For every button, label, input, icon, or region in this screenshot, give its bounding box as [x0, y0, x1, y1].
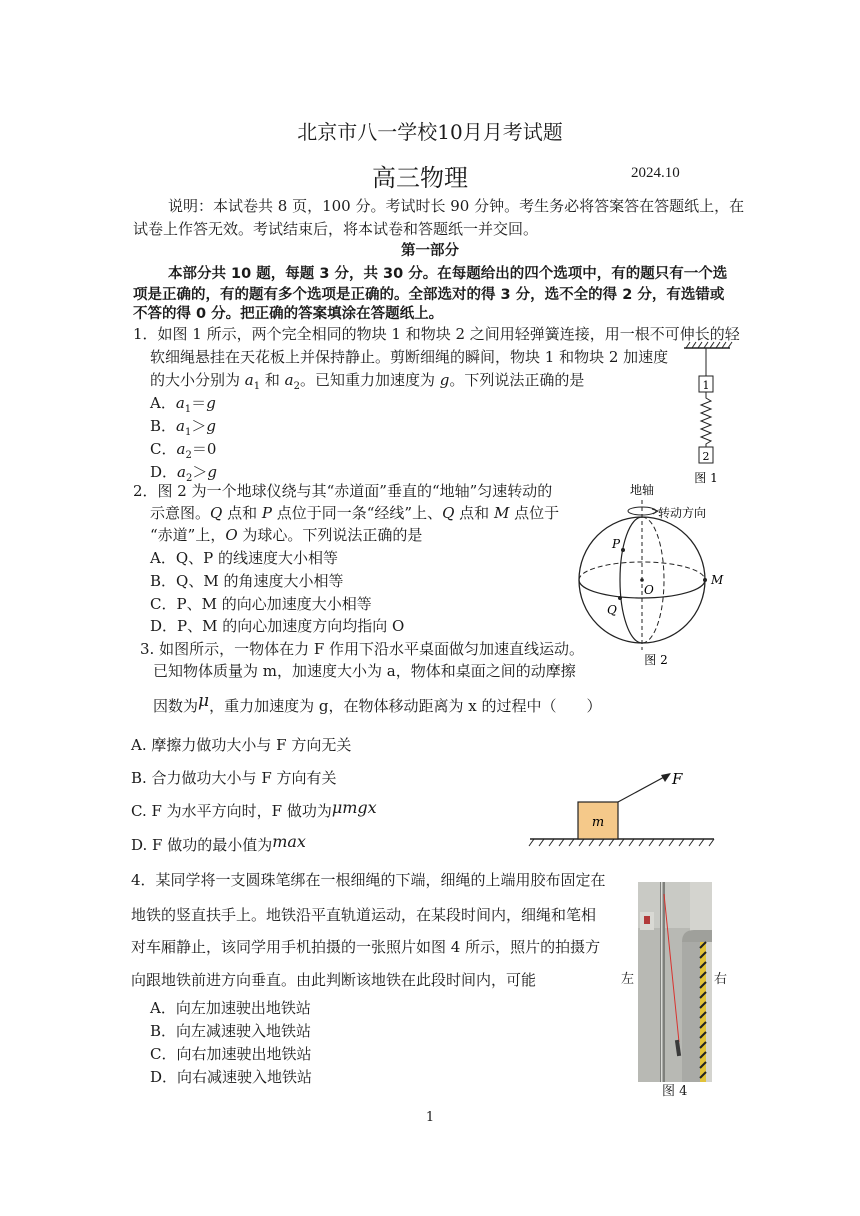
photo-right-label: 右 — [714, 972, 728, 987]
part-heading: 第一部分 — [401, 243, 459, 259]
q4-stem-line-2: 地铁的竖直扶手上。地铁沿平直轨道运动，在某段时间内，细绳和笔相 — [131, 906, 597, 924]
exam-date: 2024.10 — [631, 165, 680, 181]
q3-stem-line-2: 已知物体质量为 m，加速度大小为 a，物体和桌面之间的动摩擦 — [153, 662, 576, 680]
q2-stem-line-3: “赤道”上，O 为球心。下列说法正确的是 — [150, 526, 423, 544]
q1-stem-line-2: 软细绳悬挂在天花板上并保持静止。剪断细绳的瞬间，物块 1 和物块 2 加速度 — [150, 348, 669, 366]
q3-option-b: B. 合力做功大小与 F 方向有关 — [131, 769, 337, 787]
q3-option-a: A. 摩擦力做功大小与 F 方向无关 — [131, 736, 352, 754]
q1-option-c: C．$a_2=0$ — [150, 440, 217, 461]
force-label: F — [672, 770, 683, 788]
point-M-label: M — [711, 573, 724, 587]
figure-3-block-force — [526, 762, 716, 854]
block-1-label: 1 — [702, 379, 710, 392]
exam-title: 北京市八一学校10月月考试题 — [297, 120, 563, 144]
q4-option-b: B．向左减速驶入地铁站 — [150, 1022, 312, 1040]
figure-1-spring-blocks — [680, 340, 740, 490]
q3-stem-line-1: 3. 如图所示，一物体在力 F 作用下沿水平桌面做匀加速直线运动。 — [140, 640, 585, 658]
point-O-label: O — [644, 583, 654, 597]
q1-option-d: D．$a_2>g$ — [150, 463, 217, 484]
q2-option-c: C．P、M 的向心加速度大小相等 — [150, 595, 372, 613]
subject-title: 高三物理 — [372, 164, 468, 192]
q4-option-a: A．向左加速驶出地铁站 — [150, 999, 311, 1017]
subway-photo-image — [638, 882, 712, 1082]
intro-line-2: 试卷上作答无效。考试结束后，将本试卷和答题纸一并交回。 — [133, 220, 539, 238]
q4-stem-line-3: 对车厢静止，该同学用手机拍摄的一张照片如图 4 所示，照片的拍摄方 — [131, 938, 601, 956]
figure-2-globe — [572, 478, 732, 670]
spring — [701, 392, 711, 448]
axis-label: 地轴 — [629, 483, 655, 497]
figure-1-caption: 图 1 — [694, 471, 718, 485]
q4-option-c: C．向右加速驶出地铁站 — [150, 1045, 312, 1063]
figure-2-caption: 图 2 — [644, 653, 668, 667]
q1-option-b: B．$a_1>g$ — [150, 417, 216, 438]
q3-option-c: C. F 为水平方向时，F 做功为μmgx — [131, 798, 377, 820]
force-arrow — [618, 776, 666, 802]
page-number: 1 — [425, 1110, 435, 1125]
point-P-label: P — [612, 537, 621, 551]
q4-option-d: D．向右减速驶入地铁站 — [150, 1068, 313, 1086]
subway-photo — [638, 882, 712, 1082]
q2-option-d: D．P、M 的向心加速度方向均指向 O — [150, 617, 405, 635]
q1-stem-line-3: 的大小分别为 $a_1$ 和 $a_2$。已知重力加速度为 g。下列说法正确的是 — [150, 371, 585, 392]
q3-stem-line-3: 因数为μ，重力加速度为 g，在物体移动距离为 x 的过程中（ ） — [153, 691, 602, 715]
q1-stem-line-1: 1．如图 1 所示，两个完全相同的物块 1 和物块 2 之间用轻弹簧连接，用一根不可伸长的轻 — [133, 325, 740, 343]
meridian — [620, 517, 642, 643]
q2-stem-line-1: 2．图 2 为一个地球仪绕与其“赤道面”垂直的“地轴”匀速转动的 — [133, 482, 553, 500]
intro-line-1: 说明：本试卷共 8 页，100 分。考试时长 90 分钟。考生务必将答案答在答题纸上，在 — [168, 197, 745, 215]
equator — [579, 580, 705, 598]
q4-stem-line-4: 向跟地铁前进方向垂直。由此判断该地铁在此段时间内，可能 — [131, 971, 537, 989]
block-2-label: 2 — [702, 450, 710, 463]
q2-option-a: A．Q、P 的线速度大小相等 — [150, 549, 338, 567]
q2-option-b: B．Q、M 的角速度大小相等 — [150, 572, 344, 590]
q2-stem-line-2: 示意图。Q 点和 P 点位于同一条“经线”上、Q 点和 M 点位于 — [150, 504, 560, 522]
q3-option-d: D. F 做功的最小值为max — [131, 832, 306, 854]
figure-4-caption: 图 4 — [662, 1084, 688, 1099]
point-Q-label: Q — [607, 603, 617, 617]
q4-stem-line-1: 4．某同学将一支圆珠笔绑在一根细绳的下端，细绳的上端用胶布固定在 — [131, 871, 606, 889]
mass-label: m — [591, 815, 605, 830]
photo-left-label: 左 — [621, 972, 635, 987]
q1-option-a: A．$a_1=g$ — [150, 394, 216, 415]
part-instructions-3: 不答的得 0 分。把正确的答案填涂在答题纸上。 — [133, 306, 444, 322]
part-instructions-2: 项是正确的，有的题有多个选项是正确的。全部选对的得 3 分，选不全的得 2 分，有选错或 — [133, 287, 725, 303]
rotation-label: 转动方向 — [658, 506, 707, 520]
part-instructions-1: 本部分共 10 题，每题 3 分，共 30 分。在每题给出的四个选项中，有的题只有一个选 — [168, 266, 728, 282]
